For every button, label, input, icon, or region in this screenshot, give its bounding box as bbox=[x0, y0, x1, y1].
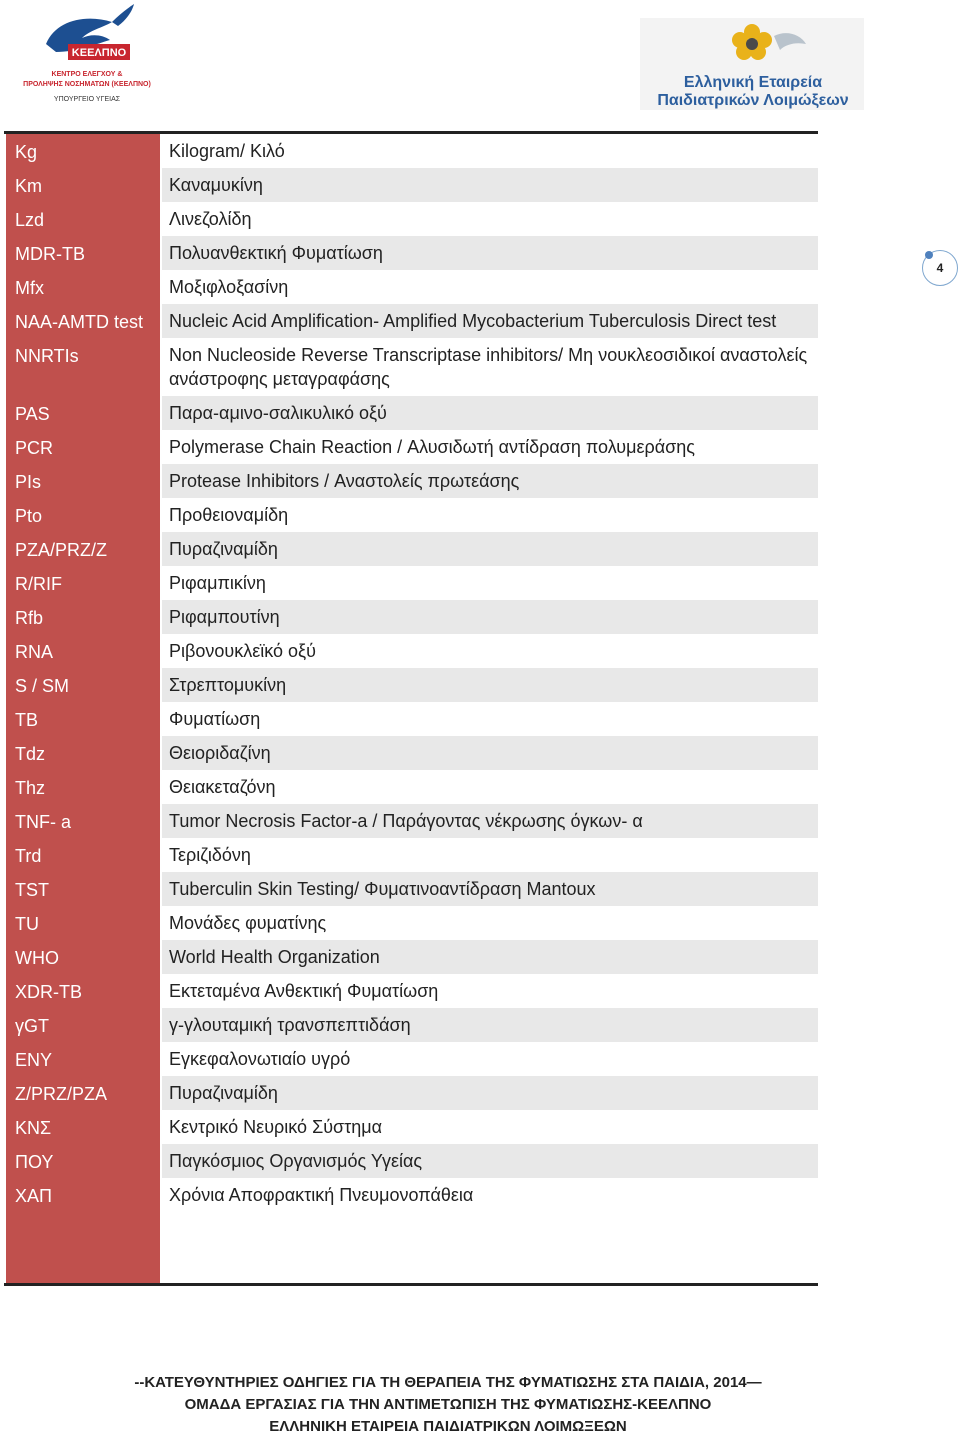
abbreviation-cell: Mfx bbox=[15, 278, 44, 298]
table-row bbox=[6, 1008, 818, 1042]
abbreviation-cell: ΚΝΣ bbox=[15, 1118, 52, 1138]
table-row bbox=[6, 770, 818, 804]
definition-cell: Tuberculin Skin Testing/ Φυματινοαντίδραση Mantoux bbox=[162, 872, 818, 906]
definition-cell: Protease Inhibitors / Αναστολείς πρωτεάσης bbox=[162, 464, 818, 498]
abbreviation-cell: Z/PRZ/PZA bbox=[15, 1084, 108, 1104]
definition-cell: World Health Organization bbox=[162, 940, 818, 974]
abbreviation-cell: Rfb bbox=[15, 608, 44, 628]
definition-cell: Ριφαμπικίνη bbox=[169, 573, 266, 593]
abbreviation-cell: NAA-AMTD test bbox=[15, 312, 144, 332]
table-row bbox=[6, 1144, 818, 1178]
flower-emblem-icon bbox=[640, 18, 864, 74]
definition-cell: Ριβονουκλεϊκό οξύ bbox=[169, 641, 316, 661]
definition-cell: Εκτεταμένα Ανθεκτική Φυματίωση bbox=[169, 981, 439, 1001]
table-row bbox=[6, 168, 818, 202]
definition-cell: Εγκεφαλονωτιαίο υγρό bbox=[169, 1049, 351, 1069]
table-row bbox=[6, 338, 818, 396]
definition-cell: Στρεπτομυκίνη bbox=[162, 668, 818, 702]
table-row bbox=[6, 600, 818, 634]
definition-cell: Μοξιφλοξασίνη bbox=[169, 277, 289, 297]
table-row bbox=[6, 532, 818, 566]
table-bottom-border bbox=[4, 1283, 818, 1286]
definition-cell: Tumor Necrosis Factor-a / Παράγοντας νέκρωσης όγκων- α bbox=[162, 804, 818, 838]
definition-cell: Ριφαμπουτίνη bbox=[162, 600, 818, 634]
definition-cell: Nucleic Acid Amplification- Amplified Mycobacterium Tuberculosis Direct test bbox=[162, 304, 818, 338]
logo-society-name: Ελληνική Εταιρεία Παιδιατρικών Λοιμώξεων bbox=[657, 74, 849, 109]
definition-cell: Θειακεταζόνη bbox=[169, 777, 276, 797]
abbreviation-cell: ΠΟΥ bbox=[15, 1152, 54, 1172]
table-row bbox=[6, 566, 818, 600]
abbreviation-cell: Kg bbox=[15, 142, 38, 162]
abbreviation-cell: TU bbox=[15, 914, 39, 934]
table-row bbox=[6, 134, 818, 168]
table-row bbox=[6, 736, 818, 770]
definition-cell: Χρόνια Αποφρακτική Πνευμονοπάθεια bbox=[169, 1185, 474, 1205]
abbreviation-cell: ΧΑΠ bbox=[15, 1186, 53, 1206]
definition-cell: Πυραζιναμίδη bbox=[162, 532, 818, 566]
abbreviation-cell: TST bbox=[15, 880, 49, 900]
definition-cell: Kilogram/ Κιλό bbox=[169, 141, 285, 161]
table-row bbox=[6, 940, 818, 974]
table-row bbox=[6, 270, 818, 304]
table-row bbox=[6, 1076, 818, 1110]
definition-cell: Παγκόσμιος Οργανισμός Υγείας bbox=[162, 1144, 818, 1178]
footer-line-3: ΕΛΛΗΝΙΚΗ ΕΤΑΙΡΕΙΑ ΠΑΙΔΙΑΤΡΙΚΩΝ ΛΟΙΜΩΞΕΩΝ bbox=[269, 1418, 627, 1435]
keelpno-logo bbox=[16, 0, 158, 108]
definition-cell: Non Nucleoside Reverse Transcriptase inhibitors/ Μη νουκλεοσιδικοί αναστολείς ανάστροφης μεταγραφάσης bbox=[169, 345, 808, 389]
table-row bbox=[6, 202, 818, 236]
logo-org-name: ΚΕΝΤΡΟ ΕΛΕΓΧΟΥ & ΠΡΟΛΗΨΗΣ ΝΟΣΗΜΑΤΩΝ (ΚΕΕΛΠΝΟ) bbox=[23, 71, 151, 88]
abbreviation-cell: Lzd bbox=[15, 210, 45, 230]
table-row bbox=[6, 236, 818, 270]
table-row bbox=[6, 1042, 818, 1076]
page-number: 4 bbox=[922, 250, 958, 286]
table-row bbox=[6, 906, 818, 940]
definition-cell: Καναμυκίνη bbox=[162, 168, 818, 202]
definition-cell: γ-γλουταμική τρανσπεπτιδάση bbox=[162, 1008, 818, 1042]
definition-cell: Παρα-αμινο-σαλικυλικό οξύ bbox=[162, 396, 818, 430]
abbreviation-cell: ENY bbox=[15, 1050, 53, 1070]
table-row bbox=[6, 702, 818, 736]
table-row bbox=[6, 634, 818, 668]
logo-ministry: ΥΠΟΥΡΓΕΙΟ ΥΓΕΙΑΣ bbox=[53, 96, 121, 103]
abbreviation-cell: Trd bbox=[15, 846, 42, 866]
table-row bbox=[6, 498, 818, 532]
abbreviation-cell: R/RIF bbox=[15, 574, 62, 594]
abbreviation-cell: TNF- a bbox=[15, 812, 71, 832]
abbreviation-cell: RNA bbox=[15, 642, 54, 662]
table-row bbox=[6, 430, 818, 464]
abbreviation-cell: Pto bbox=[15, 506, 43, 526]
table-row bbox=[6, 1178, 818, 1212]
table-row bbox=[6, 464, 818, 498]
abbreviation-cell: PAS bbox=[15, 404, 50, 424]
table-row bbox=[6, 396, 818, 430]
definition-cell: Κεντρικό Νευρικό Σύστημα bbox=[169, 1117, 383, 1137]
abbreviation-cell: PIs bbox=[15, 472, 42, 492]
abbreviation-cell: S / SM bbox=[15, 676, 70, 696]
table-row bbox=[6, 872, 818, 906]
table-row bbox=[6, 668, 818, 702]
abbreviation-cell: Thz bbox=[15, 778, 46, 798]
definition-cell: Polymerase Chain Reaction / Αλυσιδωτή αντίδραση πολυμεράσης bbox=[169, 437, 695, 457]
abbreviation-cell: Tdz bbox=[15, 744, 46, 764]
abbreviation-cell: γGT bbox=[15, 1016, 49, 1036]
abbreviation-cell: PCR bbox=[15, 438, 54, 458]
abbreviation-cell: NNRTIs bbox=[15, 346, 79, 366]
table-row bbox=[6, 974, 818, 1008]
abbreviation-cell: PZA/PRZ/Z bbox=[15, 540, 108, 560]
table-row bbox=[6, 1110, 818, 1144]
table-row bbox=[6, 304, 818, 338]
definition-cell: Τεριζιδόνη bbox=[169, 845, 251, 865]
table-row bbox=[6, 838, 818, 872]
abbreviation-cell: WHO bbox=[15, 948, 59, 968]
abbreviation-cell: Km bbox=[15, 176, 42, 196]
abbreviation-cell: TB bbox=[15, 710, 39, 730]
society-logo bbox=[640, 18, 864, 110]
table-row bbox=[6, 804, 818, 838]
definition-cell: Πολυανθεκτική Φυματίωση bbox=[162, 236, 818, 270]
logo-wordmark: ΚΕΕΛΠΝΟ bbox=[71, 47, 127, 59]
definition-cell: Λινεζολίδη bbox=[169, 209, 252, 229]
definition-cell: Φυματίωση bbox=[169, 709, 261, 729]
page-footer bbox=[0, 1372, 896, 1438]
footer-line-1: --ΚΑΤΕΥΘΥΝΤΗΡΙΕΣ ΟΔΗΓΙΕΣ ΓΙΑ ΤΗ ΘΕΡΑΠΕΙΑ ΤΗΣ ΦΥΜΑΤΙΩΣΗΣ ΣΤΑ ΠΑΙΔΙΑ, 2014— bbox=[134, 1374, 762, 1391]
abbreviation-cell: MDR-TB bbox=[15, 244, 85, 264]
dove-emblem-icon bbox=[16, 0, 158, 70]
definition-cell: Πυραζιναμίδη bbox=[162, 1076, 818, 1110]
abbreviation-table bbox=[6, 134, 818, 1212]
definition-cell: Μονάδες φυματίνης bbox=[169, 913, 327, 933]
footer-line-2: ΟΜΑΔΑ ΕΡΓΑΣΙΑΣ ΓΙΑ ΤΗΝ ΑΝΤΙΜΕΤΩΠΙΣΗ ΤΗΣ ΦΥΜΑΤΙΩΣΗΣ-ΚΕΕΛΠΝΟ bbox=[184, 1396, 712, 1413]
abbreviation-cell: XDR-TB bbox=[15, 982, 82, 1002]
page-badge-dot-icon bbox=[925, 251, 933, 259]
definition-cell: Προθειοναμίδη bbox=[169, 505, 289, 525]
definition-cell: Θειοριδαζίνη bbox=[162, 736, 818, 770]
